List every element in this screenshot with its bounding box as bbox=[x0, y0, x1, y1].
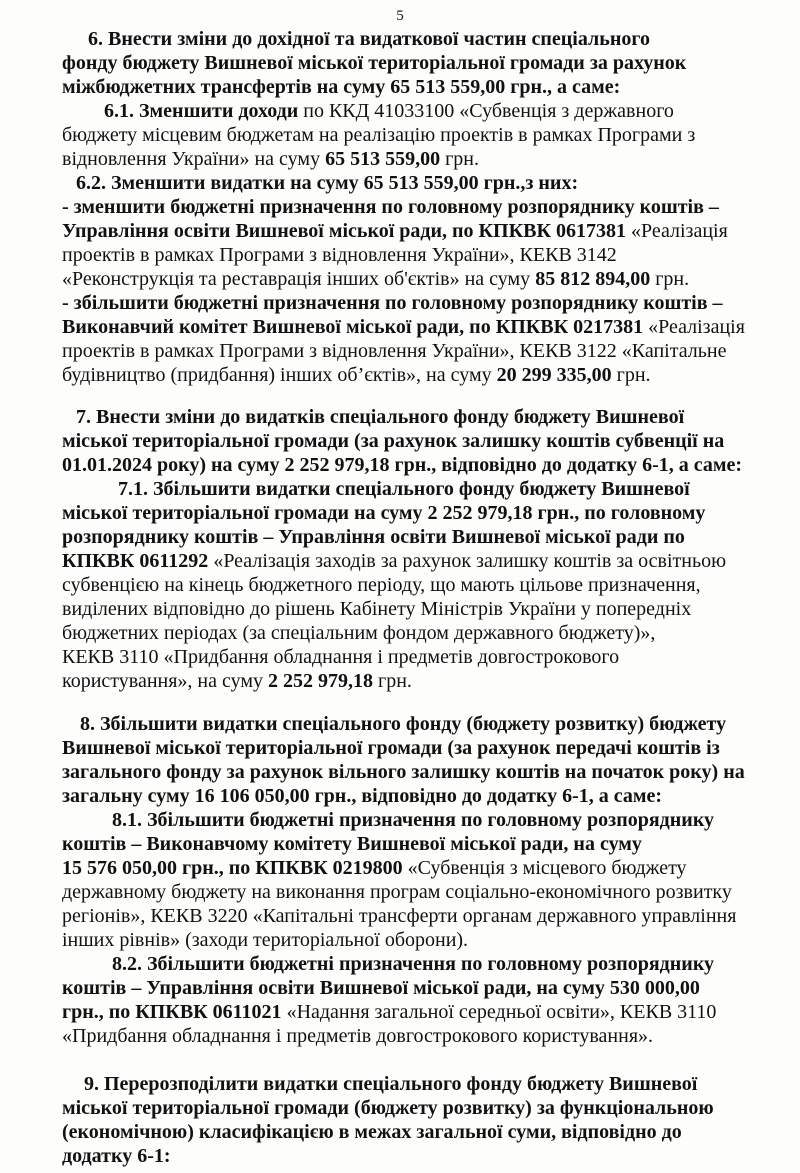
section-9-heading-line-3: (економічною) класифікацією в межах загальної суми, відповідно до bbox=[62, 1121, 682, 1143]
section-9-heading-line-1: 9. Перерозподілити видатки спеціального фонду бюджету Вишневої bbox=[84, 1073, 698, 1095]
item-7-1-line-5: субвенцією на кінець бюджетного періоду, що мають цільове призначення, bbox=[62, 574, 701, 596]
item-8-1-line-1: 8.1. Збільшити бюджетні призначення по головному розпоряднику bbox=[112, 809, 715, 831]
item-6-2-line-3: Управління освіти Вишневої міської ради, по КПКВК 0617381 «Реалізація bbox=[62, 220, 728, 242]
item-8-1-line-3: 15 576 050,00 грн., по КПКВК 0219800 «Субвенція з місцевого бюджету bbox=[62, 857, 687, 879]
item-6-2-line-8: проектів в рамках Програми з відновлення України», КЕКВ 3122 «Капітальне bbox=[62, 340, 727, 362]
item-6-2-line-6: - збільшити бюджетні призначення по головному розпоряднику коштів – bbox=[62, 292, 723, 314]
item-6-2-line-4: проектів в рамках Програми з відновлення України», КЕКВ 3142 bbox=[62, 244, 617, 266]
section-7-heading-line-1: 7. Внести зміни до видатків спеціального фонду бюджету Вишневої bbox=[76, 406, 685, 428]
item-7-1-line-1: 7.1. Збільшити видатки спеціального фонду бюджету Вишневої bbox=[118, 478, 690, 500]
item-8-2-line-2: коштів – Управління освіти Вишневої міської ради, на суму 530 000,00 bbox=[62, 977, 700, 999]
item-7-1-line-6: виділених відповідно до рішень Кабінету Міністрів України у попередніх bbox=[62, 598, 692, 620]
item-6-2-line-7: Виконавчий комітет Вишневої міської ради, по КПКВК 0217381 «Реалізація bbox=[62, 316, 745, 338]
item-6-1-line-1: 6.1. Зменшити доходи по ККД 41033100 «Субвенція з державного bbox=[104, 100, 674, 122]
section-9-heading-line-2: міської територіальної громади (бюджету розвитку) за функціональною bbox=[62, 1097, 714, 1119]
item-8-1-line-6: інших рівнів» (заходи територіальної оборони). bbox=[62, 929, 469, 951]
item-6-2-line-2: - зменшити бюджетні призначення по головному розпоряднику коштів – bbox=[62, 196, 719, 218]
item-6-2-line-5: «Реконструкція та реставрація інших об'єктів» на суму 85 812 894,00 грн. bbox=[62, 268, 690, 290]
item-7-1-line-3: розпоряднику коштів – Управління освіти Вишневої міської ради по bbox=[62, 526, 685, 548]
item-8-1-line-2: коштів – Виконавчому комітету Вишневої міської ради, на суму bbox=[62, 833, 642, 855]
section-8-heading-line-3: загального фонду за рахунок вільного залишку коштів на початок року) на bbox=[62, 761, 745, 783]
item-7-1-line-2: міської територіальної громади на суму 2 252 979,18 грн., по головному bbox=[62, 502, 706, 524]
section-8-heading-line-4: загальну суму 16 106 050,00 грн., відповідно до додатку 6-1, а саме: bbox=[62, 785, 663, 807]
section-8-heading-line-2: Вишневої міської територіальної громади (за рахунок передачі коштів із bbox=[62, 737, 720, 759]
item-7-1-line-9: користування», на суму 2 252 979,18 грн. bbox=[62, 670, 412, 692]
section-6-heading-line-3: міжбюджетних трансфертів на суму 65 513 559,00 грн., а саме: bbox=[62, 76, 621, 98]
section-9-heading-line-4: додатку 6-1: bbox=[62, 1145, 171, 1167]
item-6-2-line-1: 6.2. Зменшити видатки на суму 65 513 559,00 грн.,з них: bbox=[76, 172, 579, 194]
item-8-2-line-3: грн., по КПКВК 0611021 «Надання загальної середньої освіти», КЕКВ 3110 bbox=[62, 1001, 717, 1023]
section-7-heading-line-3: 01.01.2024 року) на суму 2 252 979,18 грн., відповідно до додатку 6-1, а саме: bbox=[62, 454, 743, 476]
item-6-1-line-2: бюджету місцевим бюджетам на реалізацію проектів в рамках Програми з bbox=[62, 124, 696, 146]
item-8-1-line-5: регіонів», КЕКВ 3220 «Капітальні трансферти органам державного управління bbox=[62, 905, 737, 927]
page-number: 5 bbox=[396, 8, 404, 24]
section-7-heading-line-2: міської територіальної громади (за рахунок залишку коштів субвенції на bbox=[62, 430, 725, 452]
section-6-heading-line-1: 6. Внести зміни до дохідної та видаткової частин спеціального bbox=[88, 28, 650, 50]
item-8-2-line-4: «Придбання обладнання і предметів довгострокового користування». bbox=[62, 1025, 654, 1047]
item-6-1-line-3: відновлення України» на суму 65 513 559,00 грн. bbox=[62, 148, 479, 170]
item-8-1-line-4: державному бюджету на виконання програм соціально-економічного розвитку bbox=[62, 881, 732, 903]
item-6-2-line-9: будівництво (придбання) інших об’єктів», на суму 20 299 335,00 грн. bbox=[62, 364, 651, 386]
item-7-1-line-7: бюджетних періодах (за спеціальним фондом державного бюджету)», bbox=[62, 622, 656, 644]
item-7-1-line-4: КПКВК 0611292 «Реалізація заходів за рахунок залишку коштів за освітньою bbox=[62, 550, 727, 572]
item-7-1-line-8: КЕКВ 3110 «Придбання обладнання і предметів довгострокового bbox=[62, 646, 620, 668]
section-6-heading-line-2: фонду бюджету Вишневої міської територіальної громади за рахунок bbox=[62, 52, 687, 74]
item-8-2-line-1: 8.2. Збільшити бюджетні призначення по головному розпоряднику bbox=[112, 953, 715, 975]
section-8-heading-line-1: 8. Збільшити видатки спеціального фонду (бюджету розвитку) бюджету bbox=[80, 713, 727, 735]
